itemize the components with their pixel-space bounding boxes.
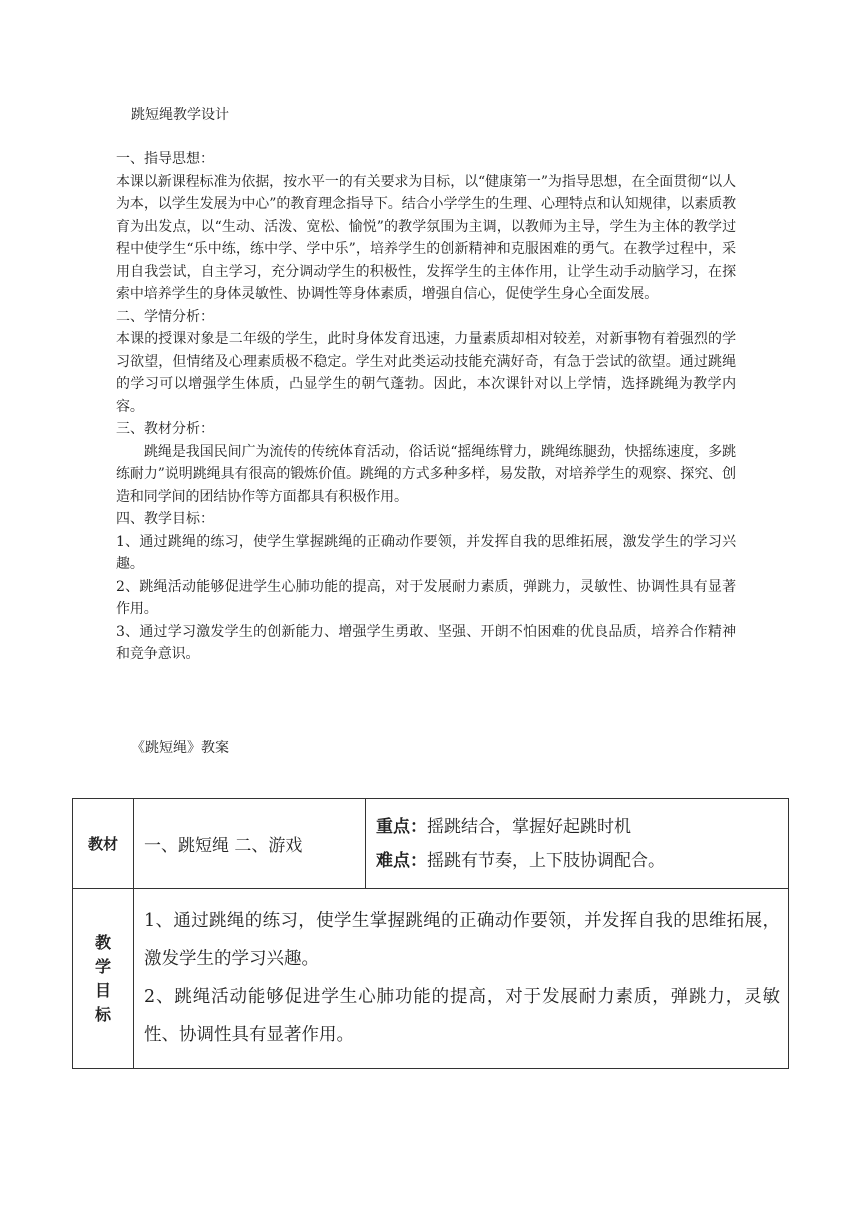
- teaching-goal-item: 3、通过学习激发学生的创新能力、增强学生勇敢、坚强、开朗不怕困难的优良品质，培养合作精神和竞争意识。: [116, 623, 736, 662]
- goals-label-char: 标: [94, 1004, 111, 1024]
- section-heading-teaching-goals: 四、教学目标：: [116, 511, 214, 527]
- goals-label-cell: [73, 889, 134, 1069]
- lesson-plan-table: [72, 798, 789, 1069]
- document-body: [116, 148, 736, 666]
- key-point-value: 摇跳结合，掌握好起跳时机: [427, 816, 631, 837]
- material-label-cell: 教材: [73, 799, 134, 889]
- difficulty-value: 摇跳有节奏，上下肢协调配合。: [427, 850, 665, 871]
- key-point-line: [376, 810, 778, 844]
- goal-item: 2、跳绳活动能够促进学生心肺功能的提高，对于发展耐力素质，弹跳力，灵敏性、协调性具有显著作用。: [144, 986, 780, 1045]
- key-point-label: 重点：: [376, 816, 427, 837]
- goals-content-cell: [134, 889, 789, 1069]
- table-row: [73, 799, 789, 889]
- teaching-goal-item: 1、通过跳绳的练习，使学生掌握跳绳的正确动作要领，并发挥自我的思维拓展，激发学生的学习兴趣。: [116, 533, 736, 572]
- section-text-guiding-ideology: 本课以新课程标准为依据，按水平一的有关要求为目标，以“健康第一”为指导思想，在全面贯彻“以人为本，以学生发展为中心”的教育理念指导下。结合小学学生的生理、心理特点和认知规律，以素质教育为出发点，以“生动、活泼、宽松、愉悦”的教学氛围为主调，以教师为主导，学生为主体的教学过程中使学生“乐中练，练中学、学中乐”，培养学生的创新精神和克服困难的勇气。在教学过程中，采用自我尝试，自主学习，充分调动学生的积极性，发挥学生的主体作用，让学生动手动脑学习，在探索中培养学生的身体灵敏性、协调性等身体素质，增强自信心，促使学生身心全面发展。: [116, 173, 736, 302]
- section-text-material-analysis: 跳绳是我国民间广为流传的传统体育活动，俗话说“摇绳练臂力，跳绳练腿劲，快摇练速度，多跳练耐力”说明跳绳具有很高的锻炼价值。跳绳的方式多种多样，易发散，对培养学生的观察、探究、创造和同学间的团结协作等方面都具有积极作用。: [116, 443, 736, 505]
- goals-label-char: 教: [94, 932, 111, 952]
- teaching-goal-item: 2、跳绳活动能够促进学生心肺功能的提高，对于发展耐力素质，弹跳力，灵敏性、协调性具有显著作用。: [116, 578, 736, 617]
- goals-label-char: 学: [94, 956, 111, 976]
- section-heading-student-analysis: 二、学情分析：: [116, 308, 214, 325]
- difficulty-label: 难点：: [376, 850, 427, 871]
- key-points-cell: [366, 799, 789, 889]
- material-value-cell: 一、跳短绳 二、游戏: [134, 799, 366, 889]
- table-row: [73, 889, 789, 1069]
- document-title: 跳短绳教学设计: [131, 107, 229, 123]
- difficulty-line: [376, 844, 778, 878]
- lesson-plan-title: 《跳短绳》教案: [131, 740, 229, 756]
- section-heading-material-analysis: 三、教材分析：: [116, 421, 214, 437]
- section-heading-guiding-ideology: 一、指导思想：: [116, 151, 214, 167]
- section-text-student-analysis: 本课的授课对象是二年级的学生，此时身体发育迅速，力量素质却相对较差，对新事物有着强烈的学习欲望，但情绪及心理素质极不稳定。学生对此类运动技能充满好奇，有急于尝试的欲望。通过跳绳的学习可以增强学生体质，凸显学生的朝气蓬勃。因此，本次课针对以上学情，选择跳绳为教学内容。: [116, 331, 736, 415]
- goal-item: 1、通过跳绳的练习，使学生掌握跳绳的正确动作要领，并发挥自我的思维拓展，激发学生的学习兴趣。: [144, 910, 780, 969]
- goals-label-char: 目: [94, 980, 111, 1000]
